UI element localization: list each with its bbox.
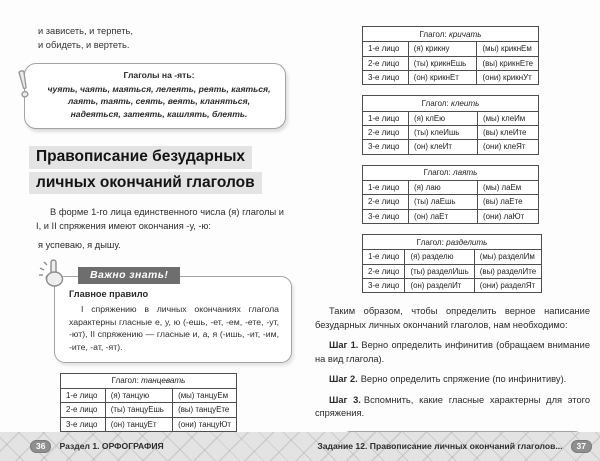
footer-section-label: Раздел 1. ОРФОГРАФИЯ — [59, 441, 164, 452]
table-caption — [363, 165, 539, 180]
table-cell: (мы) лаЕм — [478, 180, 539, 194]
callout-title: Глаголы на -ять: — [123, 69, 195, 80]
table-caption — [363, 96, 539, 111]
poem-excerpt — [38, 25, 284, 53]
table-cell: (мы) разделИм — [474, 250, 541, 264]
poem-line: и зависеть, и терпеть, — [38, 26, 133, 36]
table-cell: 1-е лицо — [61, 388, 106, 402]
table-cell: (ты) крикнЕшь — [408, 56, 477, 70]
table-cell: (я) крикну — [408, 42, 477, 56]
conjugation-table — [362, 26, 539, 85]
heading-line: личных окончаний глаголов — [29, 172, 262, 195]
table-cell: (мы) клеИм — [478, 111, 539, 125]
table-cell: 2-е лицо — [363, 264, 405, 278]
table-cell: (он) крикнЕт — [408, 70, 477, 84]
table-cell: (ты) танцуЕшь — [105, 403, 172, 417]
step-3 — [315, 394, 590, 421]
table-caption-prefix: Глагол: — [419, 29, 449, 39]
step-label: Шаг 3. — [329, 394, 361, 405]
rule-body: I спряжению в личных окончаниях глагола характерны гласные е, у, ю (-ешь, -ет, -ем, -ете, -ут, -ют), II спряжению — гласные и, а, я (-ишь, -ит, -им, -ите, -ат, -ят). — [69, 304, 279, 352]
table-cell: (я) лаю — [409, 180, 478, 194]
table-cell: (ты) разделИшь — [405, 264, 474, 278]
table-cell: (он) лаЕт — [409, 209, 478, 223]
table-cell: (мы) танцуЕм — [173, 388, 237, 402]
table-cell: 2-е лицо — [61, 403, 106, 417]
step-label: Шаг 2. — [329, 374, 358, 385]
table-cell: 2-е лицо — [363, 56, 409, 70]
footer-right — [317, 440, 592, 453]
table-cell: (мы) крикнЕм — [477, 42, 539, 56]
table-cell: 1-е лицо — [363, 180, 409, 194]
intro-paragraph: В форме 1-го лица единственного числа (я) глаголы и I, и II спряжения имеют окончания -у, -ю: — [36, 207, 284, 231]
main-rule-section — [36, 265, 284, 362]
table-caption-prefix: Глагол: — [111, 376, 142, 386]
conjugation-table — [60, 373, 237, 432]
step-1 — [315, 339, 590, 366]
table-caption — [363, 27, 539, 42]
page-left — [0, 0, 300, 432]
footer-task-label: Задание 12. Правописание личных окончаний глаголов... — [317, 441, 563, 452]
table-cell: (ты) клеИшь — [409, 125, 478, 139]
step-text: Вспомнить, какие гласные характерны для этого спряжения. — [315, 394, 590, 419]
conjugation-table — [362, 234, 542, 293]
table-cell: 3-е лицо — [363, 70, 409, 84]
table-cell: 2-е лицо — [363, 195, 409, 209]
step-text: Верно определить спряжение (по инфинитиву). — [360, 374, 567, 385]
table-verb: кричать — [448, 29, 482, 39]
rule-title: Главное правило — [69, 289, 149, 300]
conclusion-paragraph: Таким образом, чтобы определить верное написание безударных личных окончаний глаголов, нам необходимо: — [315, 306, 590, 330]
table-verb: разделить — [446, 237, 488, 247]
table-cell: (они) лаЮт — [478, 209, 539, 223]
table-cell: 1-е лицо — [363, 42, 409, 56]
conjugation-table-layat — [362, 165, 590, 224]
conjugation-table-krichat — [362, 26, 590, 85]
footer-left — [30, 440, 164, 453]
footer-band — [0, 432, 600, 461]
table-cell: (вы) крикнЕте — [477, 56, 539, 70]
page-right — [300, 0, 600, 432]
table-cell: (они) крикнУт — [477, 70, 539, 84]
section-heading — [29, 146, 284, 197]
table-cell: 1-е лицо — [363, 111, 409, 125]
page-number-badge: 37 — [571, 440, 592, 453]
table-cell: (ты) лаЕшь — [409, 195, 478, 209]
table-cell: (я) разделю — [405, 250, 474, 264]
conjugation-table-tancevat — [60, 373, 284, 432]
table-cell: 1-е лицо — [363, 250, 405, 264]
exclamation-icon — [16, 69, 32, 104]
table-cell: (он) разделИт — [405, 278, 474, 292]
page-number-badge: 36 — [30, 440, 51, 453]
table-verb: клеить — [451, 98, 480, 108]
callout-verbs-yat — [24, 63, 286, 129]
heading-line: Правописание безударных — [29, 146, 252, 169]
table-cell: (вы) клеИте — [478, 125, 539, 139]
important-badge: Важно знать! — [78, 267, 180, 284]
table-caption-prefix: Глагол: — [421, 98, 452, 108]
poem-line: и обидеть, и вертеть. — [38, 39, 130, 50]
table-verb: танцевать — [141, 376, 186, 386]
main-rule-box — [54, 276, 292, 362]
table-cell: (вы) разделИте — [474, 264, 541, 278]
conjugation-table-razdelit — [362, 234, 590, 293]
table-cell: 3-е лицо — [363, 278, 405, 292]
table-caption-prefix: Глагол: — [416, 237, 447, 247]
table-cell: 3-е лицо — [363, 209, 409, 223]
step-label: Шаг 1. — [329, 340, 359, 351]
table-cell: 3-е лицо — [363, 140, 409, 154]
table-cell: (они) танцуЮт — [173, 417, 237, 431]
table-cell: (вы) танцуЕте — [173, 403, 237, 417]
table-cell: (они) разделЯт — [474, 278, 541, 292]
table-cell: (я) танцую — [105, 388, 172, 402]
table-cell: (он) танцуЕт — [105, 417, 172, 431]
table-caption — [61, 373, 237, 388]
table-cell: 2-е лицо — [363, 125, 409, 139]
table-cell: (он) клеИт — [409, 140, 478, 154]
conjugation-table — [362, 165, 539, 224]
step-2 — [315, 373, 590, 386]
conjugation-table-kleit — [362, 95, 590, 154]
table-cell: (они) клеЯт — [478, 140, 539, 154]
conjugation-table — [362, 95, 539, 154]
table-caption-prefix: Глагол: — [423, 168, 454, 178]
pointing-hand-icon — [38, 258, 66, 293]
step-text: Верно определить инфинитив (обращаем внимание на вид глагола). — [315, 340, 590, 364]
example-text: я успеваю, я дышу. — [38, 240, 121, 251]
callout-body: чуять, чаять, маяться, лелеять, реять, каяться, лаять, таять, сеять, веять, кланяться, надеяться, затеять, кашлять, блеять. — [47, 83, 271, 119]
table-cell: (вы) лаЕте — [478, 195, 539, 209]
table-cell: 3-е лицо — [61, 417, 106, 431]
table-cell: (я) клЕю — [409, 111, 478, 125]
table-verb: лаять — [453, 168, 478, 178]
table-caption — [363, 234, 542, 249]
